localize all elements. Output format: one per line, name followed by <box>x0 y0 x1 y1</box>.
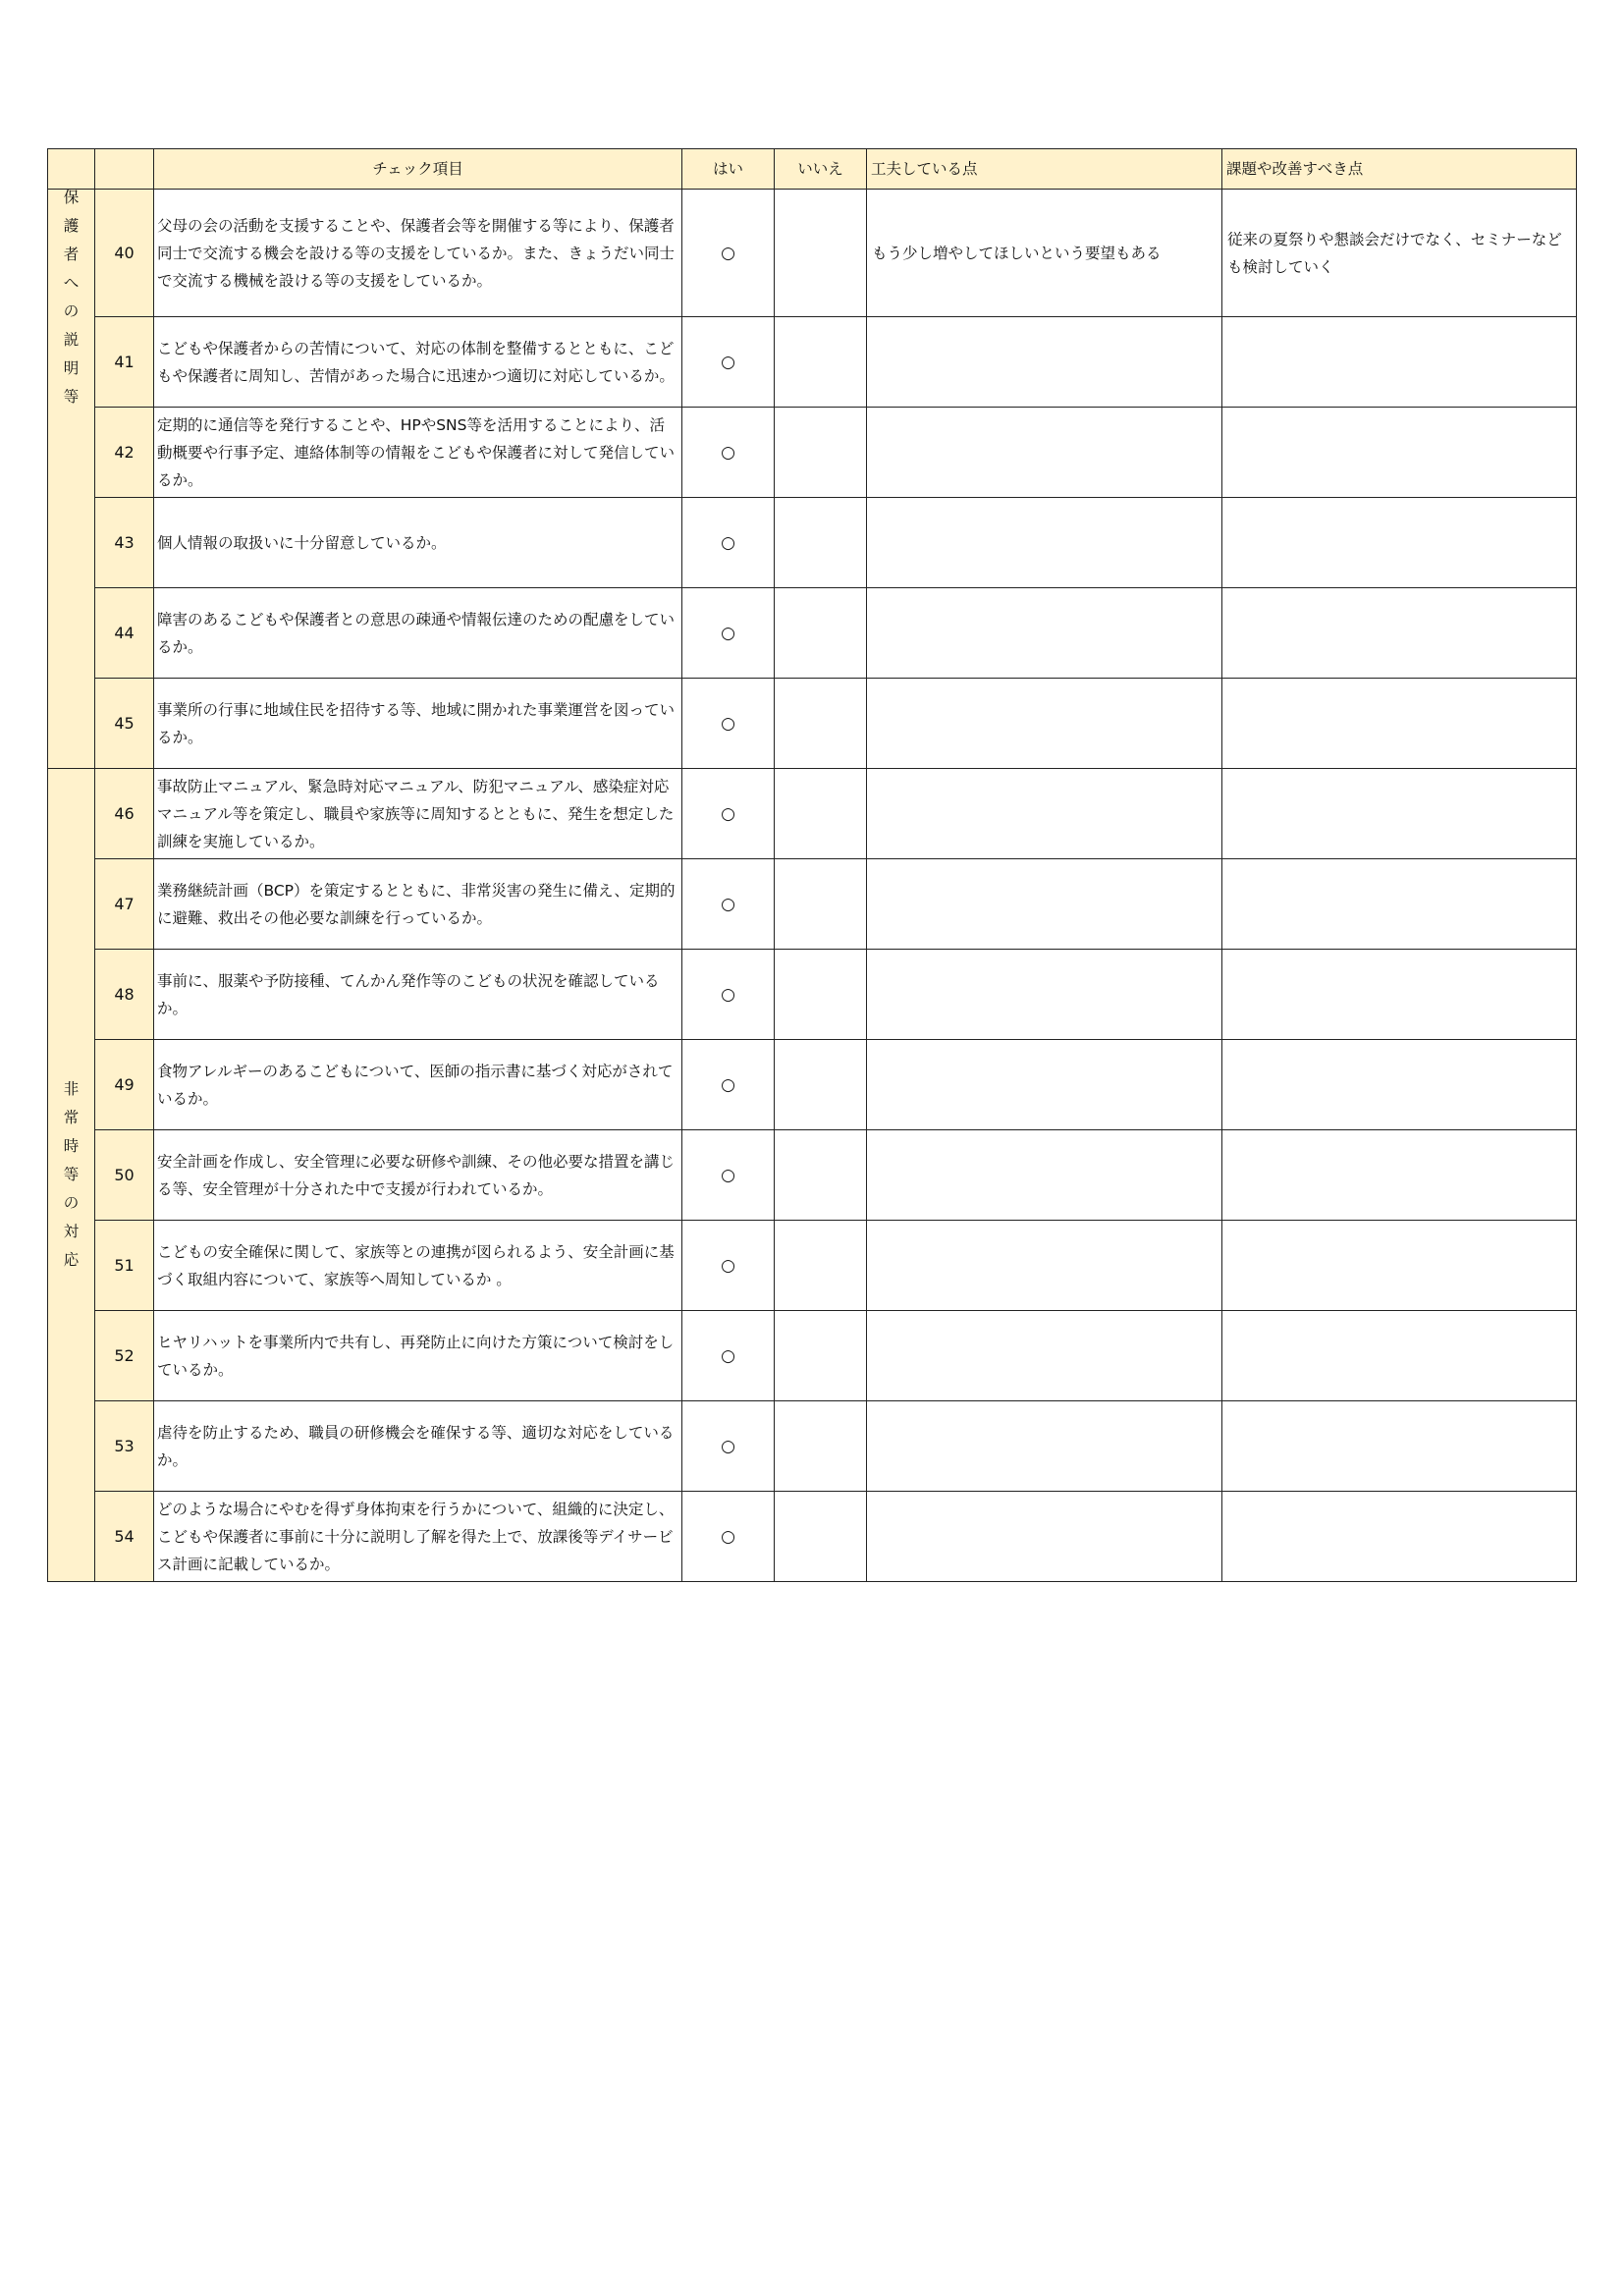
no-mark <box>775 190 867 317</box>
checklist-row <box>48 317 1577 408</box>
item-text: 虐待を防止するため、職員の研修機会を確保する等、適切な対応をしているか。 <box>154 1401 682 1492</box>
yes-mark: ○ <box>682 1492 775 1582</box>
issues-text <box>1222 1311 1577 1401</box>
category-guardian-explanation <box>48 190 95 769</box>
item-number: 51 <box>95 1221 154 1311</box>
item-number: 41 <box>95 317 154 408</box>
checklist-row <box>48 1401 1577 1492</box>
yes-mark: ○ <box>682 1130 775 1221</box>
item-number: 48 <box>95 950 154 1040</box>
issues-text: 従来の夏祭りや懇談会だけでなく、セミナーなども検討していく <box>1222 190 1577 317</box>
yes-mark: ○ <box>682 950 775 1040</box>
checklist-row <box>48 1221 1577 1311</box>
issues-text <box>1222 317 1577 408</box>
checklist-row <box>48 679 1577 769</box>
no-mark <box>775 588 867 679</box>
header-efforts: 工夫している点 <box>867 149 1222 190</box>
efforts-text: もう少し増やしてほしいという要望もある <box>867 190 1222 317</box>
yes-mark: ○ <box>682 317 775 408</box>
item-text: 父母の会の活動を支援することや、保護者会等を開催する等により、保護者同士で交流する機会を設ける等の支援をしているか。また、きょうだい同士で交流する機械を設ける等の支援をしているか。 <box>154 190 682 317</box>
checklist-row <box>48 498 1577 588</box>
no-mark <box>775 408 867 498</box>
no-mark <box>775 317 867 408</box>
yes-mark: ○ <box>682 1040 775 1130</box>
checklist-row <box>48 1492 1577 1582</box>
yes-mark: ○ <box>682 190 775 317</box>
issues-text <box>1222 1040 1577 1130</box>
item-number: 49 <box>95 1040 154 1130</box>
item-number: 42 <box>95 408 154 498</box>
no-mark <box>775 498 867 588</box>
yes-mark: ○ <box>682 1311 775 1401</box>
item-text: ヒヤリハットを事業所内で共有し、再発防止に向けた方策について検討をしているか。 <box>154 1311 682 1401</box>
item-text: 障害のあるこどもや保護者との意思の疎通や情報伝達のための配慮をしているか。 <box>154 588 682 679</box>
issues-text <box>1222 679 1577 769</box>
item-number: 46 <box>95 769 154 859</box>
checklist-row <box>48 190 1577 317</box>
issues-text <box>1222 859 1577 950</box>
header-issues: 課題や改善すべき点 <box>1222 149 1577 190</box>
issues-text <box>1222 1130 1577 1221</box>
checklist-row <box>48 950 1577 1040</box>
no-mark <box>775 769 867 859</box>
item-number: 54 <box>95 1492 154 1582</box>
efforts-text <box>867 588 1222 679</box>
header-no: いいえ <box>775 149 867 190</box>
header-check-item: チェック項目 <box>154 149 682 190</box>
yes-mark: ○ <box>682 1221 775 1311</box>
item-number: 40 <box>95 190 154 317</box>
header-number-blank <box>95 149 154 190</box>
no-mark <box>775 1311 867 1401</box>
item-text: 定期的に通信等を発行することや、HPやSNS等を活用することにより、活動概要や行事予定、連絡体制等の情報をこどもや保護者に対して発信しているか。 <box>154 408 682 498</box>
checklist-row <box>48 588 1577 679</box>
item-text: 事故防止マニュアル、緊急時対応マニュアル、防犯マニュアル、感染症対応マニュアル等を策定し、職員や家族等に周知するとともに、発生を想定した訓練を実施しているか。 <box>154 769 682 859</box>
efforts-text <box>867 1040 1222 1130</box>
yes-mark: ○ <box>682 408 775 498</box>
issues-text <box>1222 1221 1577 1311</box>
checklist-body <box>48 190 1577 1582</box>
header-yes: はい <box>682 149 775 190</box>
issues-text <box>1222 769 1577 859</box>
efforts-text <box>867 317 1222 408</box>
checklist-row <box>48 408 1577 498</box>
efforts-text <box>867 859 1222 950</box>
item-number: 47 <box>95 859 154 950</box>
category-label: 保 護 者 へ の 説 明 等 <box>63 189 80 406</box>
yes-mark: ○ <box>682 859 775 950</box>
item-number: 52 <box>95 1311 154 1401</box>
checklist-table <box>47 148 1577 1582</box>
issues-text <box>1222 1492 1577 1582</box>
item-number: 44 <box>95 588 154 679</box>
checklist-row <box>48 859 1577 950</box>
efforts-text <box>867 950 1222 1040</box>
yes-mark: ○ <box>682 588 775 679</box>
checklist-row <box>48 1311 1577 1401</box>
efforts-text <box>867 498 1222 588</box>
issues-text <box>1222 408 1577 498</box>
item-text: 事前に、服薬や予防接種、てんかん発作等のこどもの状況を確認しているか。 <box>154 950 682 1040</box>
item-text: 安全計画を作成し、安全管理に必要な研修や訓練、その他必要な措置を講じる等、安全管理が十分された中で支援が行われているか。 <box>154 1130 682 1221</box>
issues-text <box>1222 498 1577 588</box>
issues-text <box>1222 588 1577 679</box>
efforts-text <box>867 1311 1222 1401</box>
item-text: 食物アレルギーのあるこどもについて、医師の指示書に基づく対応がされているか。 <box>154 1040 682 1130</box>
item-text: 業務継続計画（BCP）を策定するとともに、非常災害の発生に備え、定期的に避難、救出その他必要な訓練を行っているか。 <box>154 859 682 950</box>
issues-text <box>1222 1401 1577 1492</box>
item-number: 45 <box>95 679 154 769</box>
item-number: 53 <box>95 1401 154 1492</box>
no-mark <box>775 1401 867 1492</box>
no-mark <box>775 679 867 769</box>
efforts-text <box>867 1401 1222 1492</box>
no-mark <box>775 1130 867 1221</box>
header-row <box>48 149 1577 190</box>
item-number: 43 <box>95 498 154 588</box>
efforts-text <box>867 1130 1222 1221</box>
efforts-text <box>867 1492 1222 1582</box>
issues-text <box>1222 950 1577 1040</box>
efforts-text <box>867 679 1222 769</box>
yes-mark: ○ <box>682 498 775 588</box>
no-mark <box>775 1221 867 1311</box>
no-mark <box>775 950 867 1040</box>
yes-mark: ○ <box>682 1401 775 1492</box>
item-number: 50 <box>95 1130 154 1221</box>
item-text: 個人情報の取扱いに十分留意しているか。 <box>154 498 682 588</box>
category-emergency <box>48 769 95 1582</box>
no-mark <box>775 1492 867 1582</box>
item-text: こどもの安全確保に関して、家族等との連携が図られるよう、安全計画に基づく取組内容について、家族等へ周知しているか 。 <box>154 1221 682 1311</box>
yes-mark: ○ <box>682 769 775 859</box>
efforts-text <box>867 408 1222 498</box>
no-mark <box>775 859 867 950</box>
efforts-text <box>867 1221 1222 1311</box>
efforts-text <box>867 769 1222 859</box>
item-text: 事業所の行事に地域住民を招待する等、地域に開かれた事業運営を図っているか。 <box>154 679 682 769</box>
yes-mark: ○ <box>682 679 775 769</box>
checklist-row <box>48 1130 1577 1221</box>
checklist-row <box>48 769 1577 859</box>
item-text: こどもや保護者からの苦情について、対応の体制を整備するとともに、こどもや保護者に周知し、苦情があった場合に迅速かつ適切に対応しているか。 <box>154 317 682 408</box>
checklist-row <box>48 1040 1577 1130</box>
category-label: 非 常 時 等 の 対 応 <box>63 1080 80 1269</box>
no-mark <box>775 1040 867 1130</box>
item-text: どのような場合にやむを得ず身体拘束を行うかについて、組織的に決定し、こどもや保護者に事前に十分に説明し了解を得た上で、放課後等デイサービス計画に記載しているか。 <box>154 1492 682 1582</box>
